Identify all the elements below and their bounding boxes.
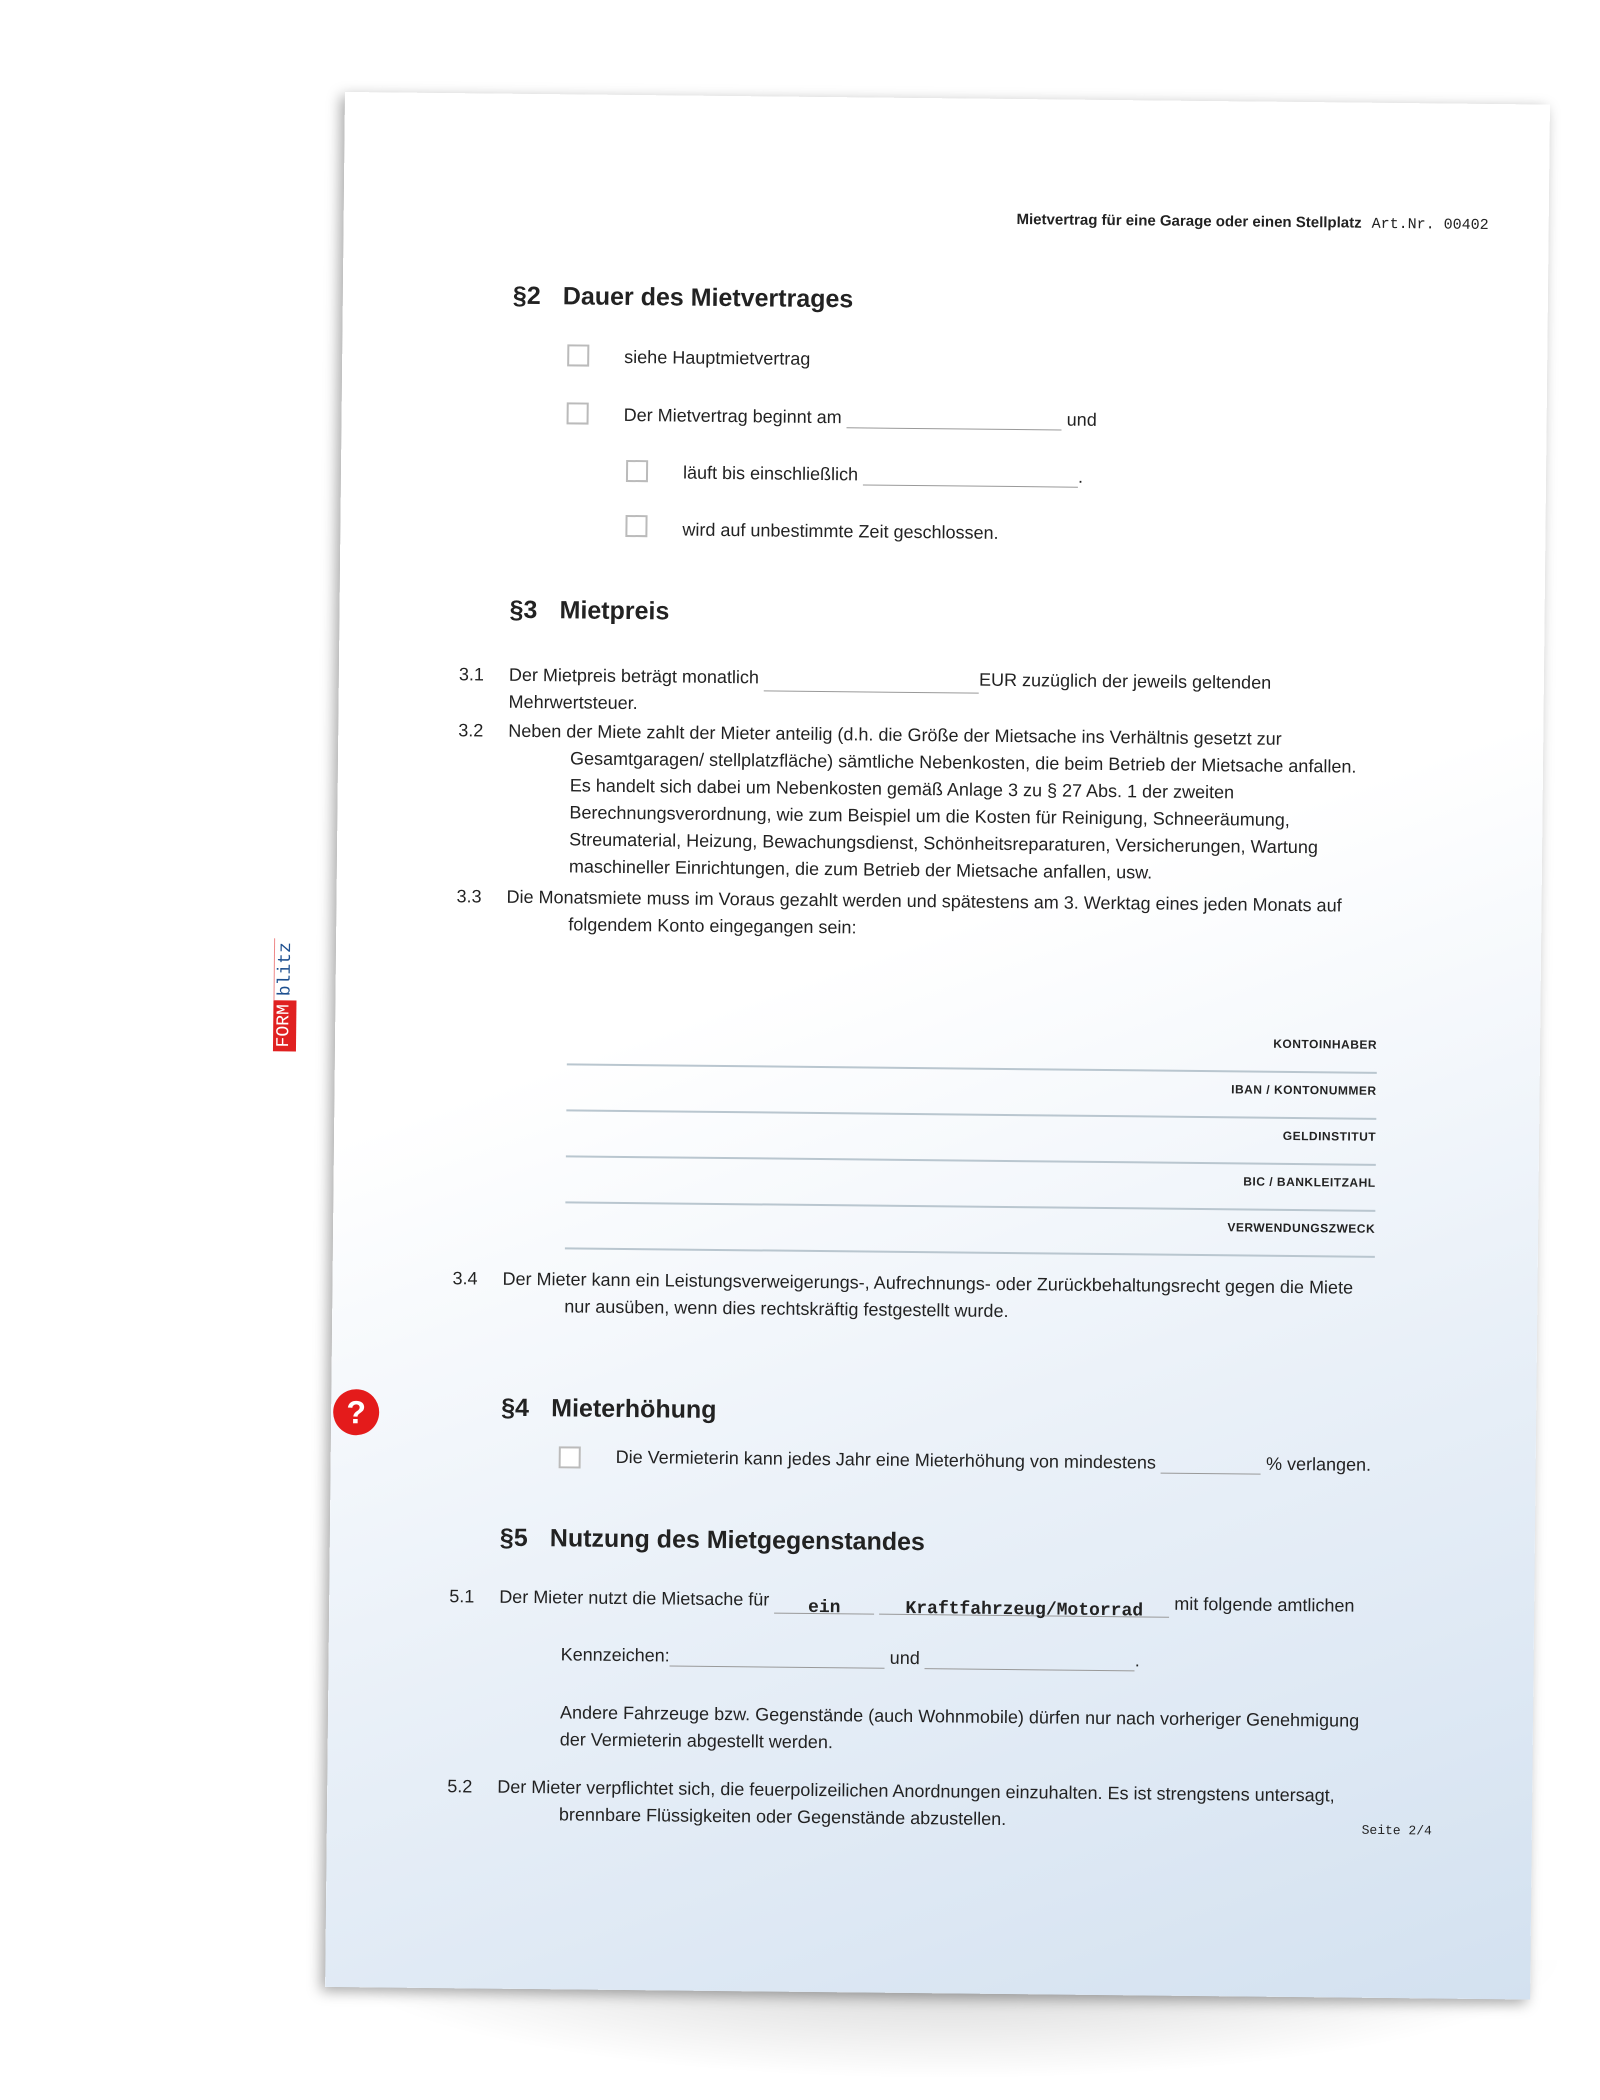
paragraph-3-2	[458, 718, 1379, 889]
checkbox-mieterhoehung[interactable]	[559, 1446, 581, 1468]
paragraph-5-1	[449, 1584, 1369, 1622]
paragraph-3-4	[452, 1266, 1373, 1329]
rent-amount-field[interactable]	[764, 672, 979, 693]
option-label: wird auf unbestimmte Zeit geschlossen.	[682, 519, 999, 543]
section-5-heading	[500, 1524, 925, 1557]
paragraph-number: 3.1	[458, 664, 485, 685]
option-label: läuft bis einschließlich	[682, 462, 859, 485]
logo-form: FORM	[273, 1000, 297, 1051]
license-plate-field-2[interactable]	[925, 1650, 1135, 1671]
article-number: Art.Nr. 00402	[1371, 215, 1489, 234]
field-label: VERWENDUNGSZWECK	[1227, 1220, 1376, 1236]
text: EUR zuzüglich der jeweils geltenden Mehrwertsteuer.	[508, 669, 1272, 714]
option-label: Der Mietvertrag beginnt am	[623, 404, 842, 428]
document-header	[1016, 211, 1488, 234]
vehicle-count-field[interactable]: ein	[774, 1595, 874, 1615]
text: Neben der Miete zahlt der Mieter anteilig (d.h. die Größe der Mietsache ins Verhältnis gesetzt zur Gesamtgaragen/ stellplatzfläche) sämtliche Nebenkosten, die beim Betrieb der Mietsache anfallen. Es handelt sich dabei um Nebenkosten gemäß Anlage 3 zu § 27 Abs. 1 der zweiten Berechnungsverordnung, wie zum Beispiel um die Kosten für Reinigung, Schneeräumung, Streumaterial, Heizung, Bewachungsdienst, Schönheitsreparaturen, Versicherungen, Wartung maschineller Einrichtungen, die zum Betrieb der Mietsache anfallen, usw.	[508, 720, 1357, 883]
text: Die Monatsmiete muss im Voraus gezahlt werden und spätestens am 3. Werktag eines jeden Monats auf folgendem Konto eingegangen sein:	[506, 886, 1342, 938]
text: % verlangen.	[1265, 1453, 1372, 1475]
license-plate-field-1[interactable]	[670, 1647, 885, 1668]
paragraph-number: 5.1	[449, 1586, 475, 1607]
reference-field[interactable]	[565, 1203, 1375, 1257]
checkbox-unbefristet[interactable]	[625, 515, 647, 537]
section-title: Nutzung des Mietgegenstandes	[549, 1524, 926, 1557]
section-title: Mieterhöhung	[551, 1394, 717, 1424]
end-date-field[interactable]	[863, 466, 1078, 487]
checkbox-beginnt[interactable]	[567, 402, 589, 424]
paragraph-3-1	[458, 662, 1379, 725]
text: mit folgende amtlichen	[1174, 1593, 1355, 1616]
text: .	[1078, 466, 1084, 487]
checkbox-befristet[interactable]	[626, 460, 648, 482]
increase-percent-field[interactable]	[1161, 1455, 1261, 1475]
document-page	[273, 92, 1550, 2000]
paragraph-number: 5.2	[447, 1776, 473, 1797]
paragraph-number: 3.3	[456, 886, 482, 907]
paragraph-5-1-note: Andere Fahrzeuge bzw. Gegenstände (auch Wohnmobile) dürfen nur nach vorheriger Genehmigung der Vermieterin abgestellt werden.	[559, 1702, 1360, 1753]
section-title: Mietpreis	[559, 596, 670, 626]
field-label: KONTOINHABER	[1273, 1036, 1378, 1052]
text: und	[889, 1647, 920, 1669]
formblitz-logo	[273, 938, 297, 1051]
paragraph-5-2	[447, 1774, 1368, 1837]
help-icon[interactable]: ?	[333, 1389, 379, 1435]
text: und	[1066, 409, 1097, 430]
section-4-heading	[501, 1394, 717, 1425]
text: .	[1134, 1650, 1140, 1671]
section-3-heading	[509, 596, 669, 627]
start-date-field[interactable]	[847, 409, 1062, 430]
text: Der Mieter nutzt die Mietsache für	[499, 1586, 770, 1610]
section-number: §3	[509, 595, 538, 625]
section-number: §2	[512, 281, 541, 311]
field-label: BIC / BANKLEITZAHL	[1243, 1174, 1376, 1190]
option-label: Die Vermieterin kann jedes Jahr eine Mieterhöhung von mindestens	[615, 1446, 1157, 1473]
header-title: Mietvertrag für eine Garage oder einen Stellplatz	[1016, 211, 1362, 232]
section-number: §5	[499, 1523, 528, 1552]
paragraph-number: 3.2	[458, 720, 484, 741]
text: Der Mieter verpflichtet sich, die feuerpolizeilichen Anordnungen einzuhalten. Es ist strengstens untersagt, brennbare Flüssigkeiten oder Gegenstände abzustellen.	[497, 1776, 1335, 1830]
vehicle-type-field[interactable]: Kraftfahrzeug/Motorrad	[879, 1596, 1169, 1618]
text: Kennzeichen:	[560, 1644, 670, 1666]
text: Der Mieter kann ein Leistungsverweigerungs-, Aufrechnungs- oder Zurückbehaltungsrecht gegen die Miete nur ausüben, wenn dies rechtskräftig festgestellt wurde.	[502, 1268, 1354, 1322]
checkbox-hauptmietvertrag[interactable]	[567, 344, 589, 366]
page-number: Seite 2/4	[1361, 1822, 1432, 1839]
bank-details-form	[565, 1019, 1377, 1257]
option-label: siehe Hauptmietvertrag	[624, 346, 811, 369]
paragraph-3-3	[456, 884, 1377, 947]
text: Der Mietpreis beträgt monatlich	[508, 664, 760, 688]
section-title: Dauer des Mietvertrages	[562, 282, 854, 314]
field-label: IBAN / KONTONUMMER	[1231, 1082, 1377, 1098]
logo-blitz: blitz	[273, 938, 297, 1000]
section-2-heading	[513, 282, 854, 315]
paragraph-number: 3.4	[452, 1268, 478, 1289]
section-number: §4	[501, 1393, 530, 1422]
field-label: GELDINSTITUT	[1282, 1128, 1377, 1144]
